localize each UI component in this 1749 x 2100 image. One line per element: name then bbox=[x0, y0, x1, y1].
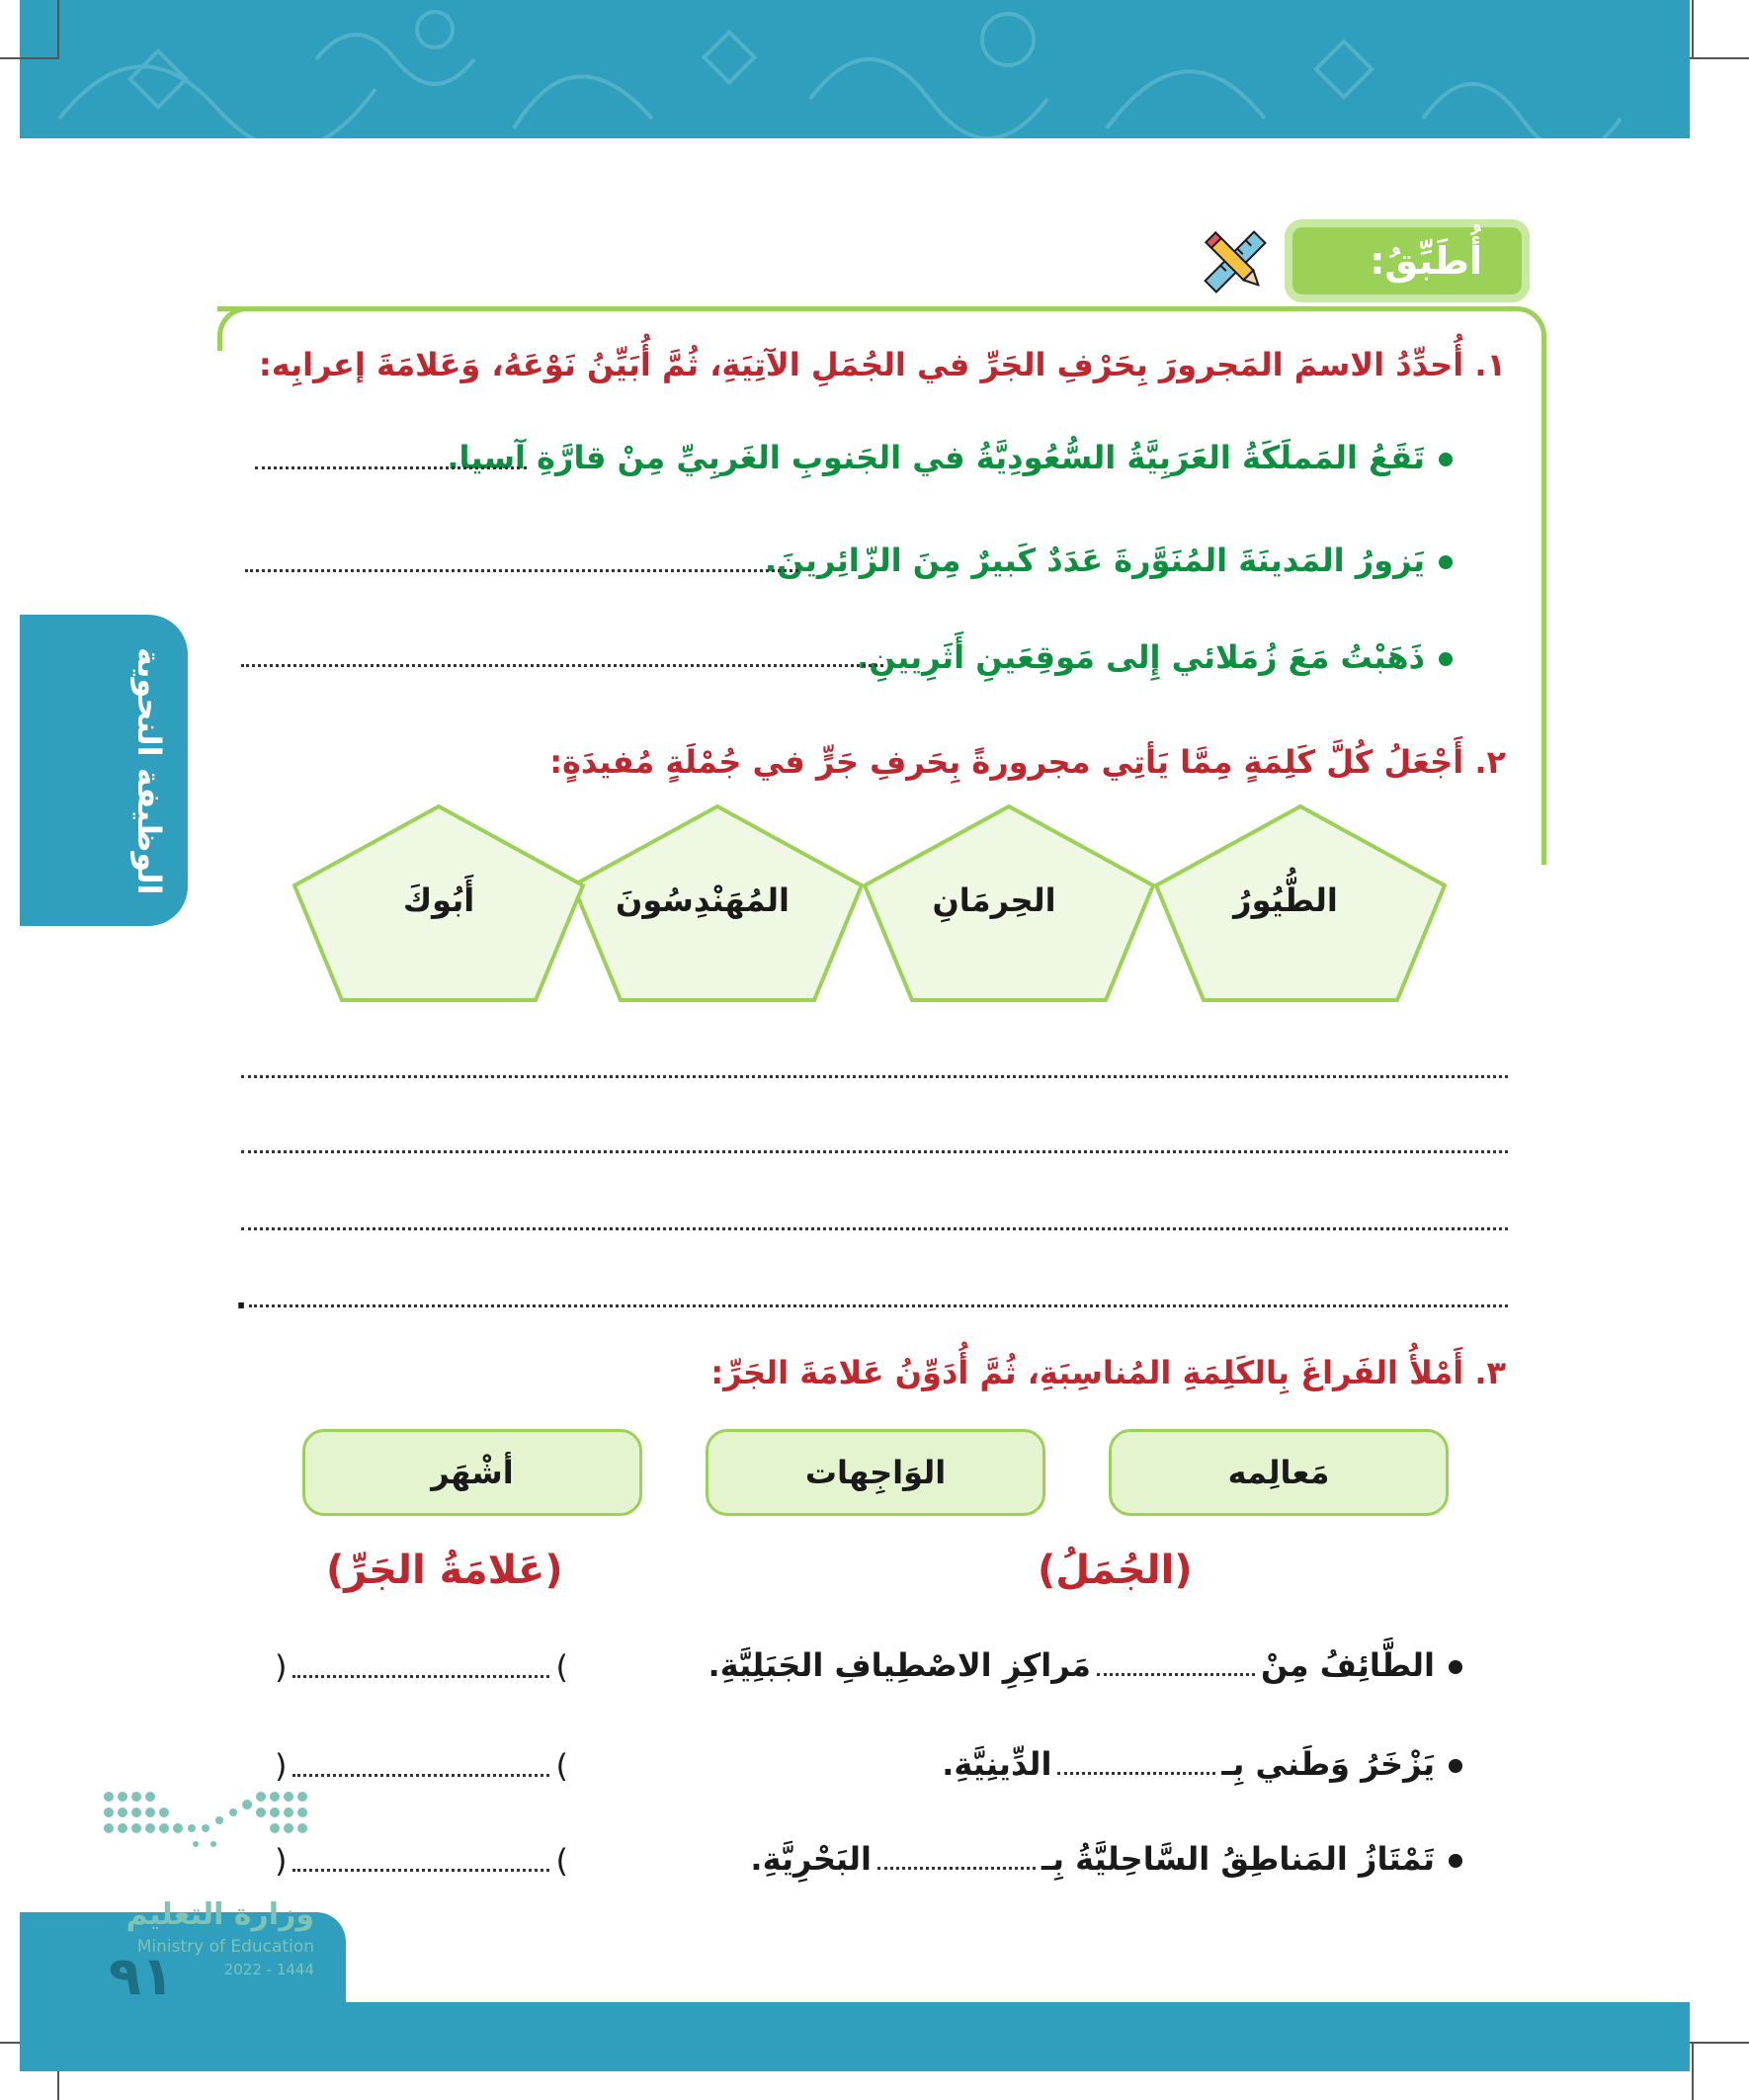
ministry-name-en: Ministry of Education bbox=[136, 1937, 314, 1957]
answer-blank[interactable] bbox=[245, 569, 798, 572]
section-title: أُطَبِّقُ: bbox=[1370, 239, 1482, 283]
answer-blank[interactable] bbox=[255, 466, 527, 469]
writing-line[interactable] bbox=[241, 1075, 1508, 1078]
bullet-icon bbox=[1439, 453, 1453, 466]
footer-bar bbox=[20, 2002, 1690, 2071]
q1-item-text: تَقَعُ المَملَكَةُ العَرَبِيَّةُ السُّعُودِيَّةُ في الجَنوبِ الغَربِيِّ مِنْ قارَّةِ آسيا. bbox=[447, 439, 1425, 476]
q1-item-1 bbox=[447, 439, 1453, 476]
crop-mark bbox=[1692, 2042, 1694, 2100]
word-1: الطُّيُورُ bbox=[1233, 882, 1338, 919]
sentence-end: الدِّينِيَّةِ. bbox=[942, 1745, 1052, 1783]
q3-row-1 bbox=[708, 1646, 1462, 1684]
sentence-start: تَمْتَازُ المَناطِقُ السَّاحِليَّةُ بِـ bbox=[1041, 1840, 1435, 1878]
bullet-icon bbox=[1449, 1660, 1462, 1674]
column-sentences-heading: (الجُمَلُ) bbox=[1038, 1548, 1193, 1593]
end-mark: . bbox=[235, 1279, 248, 1316]
mark-answer-3: ) ( bbox=[275, 1842, 568, 1880]
q1-prompt: ١. أُحدِّدُ الاسمَ المَجرورَ بِحَرْفِ الجَرِّ في الجُمَلِ الآتِيَةِ، ثُمَّ أُبَيِّنُ نَوْعَهُ، وَعَلامَةَ إعرابِه: bbox=[258, 346, 1506, 383]
q1-item-3 bbox=[857, 638, 1453, 676]
mark-blank[interactable] bbox=[292, 1675, 549, 1678]
mark-blank[interactable] bbox=[292, 1774, 549, 1777]
q3-row-2 bbox=[942, 1745, 1462, 1783]
page-number: ٩١ bbox=[109, 1945, 174, 2007]
writing-line[interactable] bbox=[241, 1150, 1508, 1153]
q3-prompt: ٣. أَمْلأُ الفَراغَ بِالكَلِمَةِ المُناسِبَةِ، ثُمَّ أُدَوِّنُ عَلامَةَ الجَرِّ: bbox=[710, 1354, 1506, 1391]
pencil-ruler-icon bbox=[1201, 227, 1270, 296]
crop-mark bbox=[1690, 57, 1749, 59]
bullet-icon bbox=[1439, 652, 1453, 666]
mark-blank[interactable] bbox=[292, 1869, 549, 1872]
choice-word-2: الوَاجِهات bbox=[706, 1429, 1045, 1516]
fill-blank[interactable] bbox=[1097, 1673, 1255, 1676]
crop-mark bbox=[57, 0, 59, 59]
bullet-icon bbox=[1449, 1854, 1462, 1868]
mark-answer-1: ) ( bbox=[275, 1648, 568, 1686]
sentence-end: مَراكِزِ الاصْطِيافِ الجَبَلِيَّةِ. bbox=[708, 1646, 1091, 1684]
fill-blank[interactable] bbox=[877, 1867, 1036, 1870]
top-banner bbox=[20, 0, 1690, 138]
q1-item-text: ذَهَبْتُ مَعَ زُمَلائي إِلى مَوقِعَينِ أَثَرِيينِ. bbox=[857, 638, 1425, 676]
crop-mark bbox=[1692, 0, 1694, 59]
word-2: الحِرمَانِ bbox=[932, 882, 1056, 919]
crop-mark bbox=[0, 57, 59, 59]
q1-item-text: يَزورُ المَدينَةَ المُنَوَّرةَ عَدَدٌ كَبيرٌ مِنَ الزّائِرينَ. bbox=[764, 542, 1425, 579]
writing-line[interactable] bbox=[249, 1304, 1508, 1307]
answer-blank[interactable] bbox=[241, 664, 883, 667]
exercise-frame bbox=[217, 306, 1546, 865]
writing-line[interactable] bbox=[241, 1227, 1508, 1230]
side-tab-label: الوظيفة النحوية bbox=[130, 646, 168, 895]
column-mark-heading: (عَلامَةُ الجَرِّ) bbox=[326, 1548, 563, 1593]
word-3: المُهَنْدِسُونَ bbox=[616, 882, 790, 919]
q1-item-2 bbox=[765, 542, 1453, 579]
ministry-name-ar: وزارة التعليم bbox=[125, 1897, 314, 1932]
fill-blank[interactable] bbox=[1057, 1772, 1215, 1775]
sentence-start: يَزْخَرُ وَطَني بِـ bbox=[1221, 1745, 1435, 1783]
sentence-start: الطَّائِفُ مِنْ bbox=[1260, 1646, 1435, 1684]
ministry-logo-icon bbox=[97, 1787, 314, 1886]
bullet-icon bbox=[1439, 555, 1453, 569]
crop-mark bbox=[1690, 2042, 1749, 2044]
choice-word-1: مَعالِمه bbox=[1109, 1429, 1449, 1516]
ministry-year: 2022 - 1444 bbox=[223, 1961, 314, 1978]
mark-answer-2: ) ( bbox=[275, 1747, 568, 1785]
q2-prompt: ٢. أَجْعَلُ كُلَّ كَلِمَةٍ مِمَّا يَأتِي مجرورةً بِحَرفِ جَرٍّ في جُمْلَةٍ مُفيدَةٍ: bbox=[549, 743, 1506, 781]
word-4: أَبُوكَ bbox=[402, 882, 475, 919]
sentence-end: البَحْرِيَّةِ. bbox=[750, 1840, 872, 1878]
bullet-icon bbox=[1449, 1759, 1462, 1773]
q3-row-3 bbox=[750, 1840, 1462, 1878]
choice-word-3: أشْهَر bbox=[302, 1429, 642, 1516]
calligraphy-pattern bbox=[20, 0, 1690, 138]
